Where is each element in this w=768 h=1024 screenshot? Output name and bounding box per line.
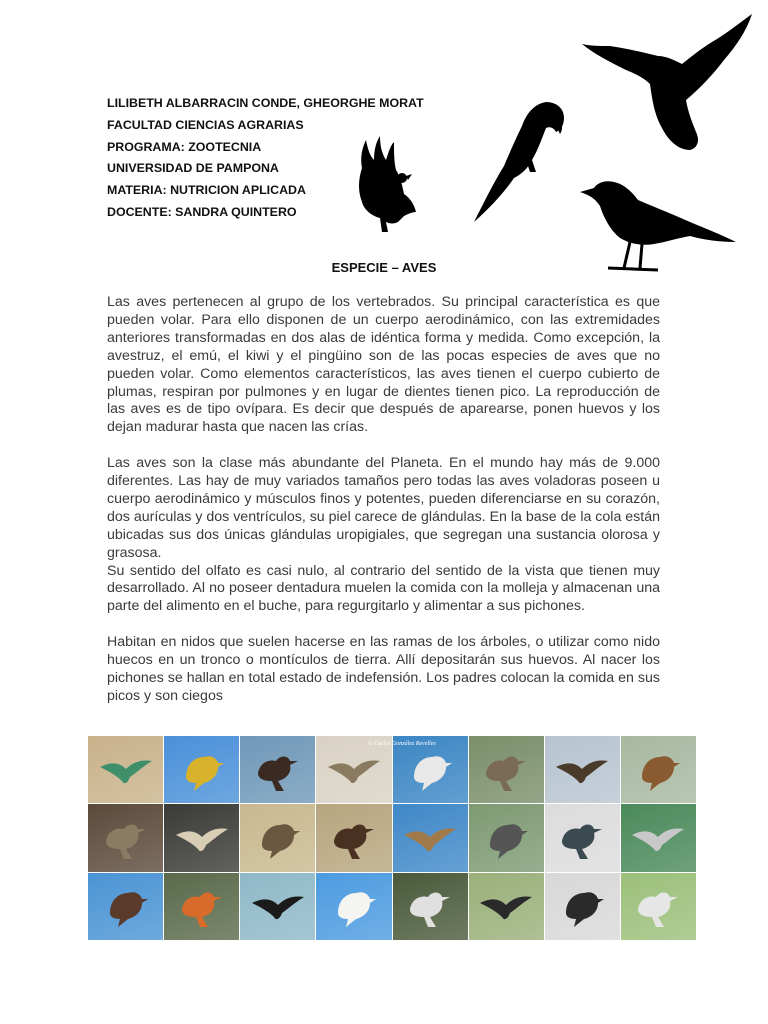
collage-watermark: © Carlos González Revelles: [368, 741, 436, 747]
header-subject: MATERIA: NUTRICION APLICADA: [107, 183, 306, 198]
bird-photo-icon: [98, 883, 154, 929]
bird-photo-icon: [98, 747, 154, 793]
bird-photo-tile: [88, 804, 163, 871]
bird-photo-icon: [630, 815, 686, 861]
bird-photo-icon: [326, 883, 382, 929]
bird-photo-icon: [174, 747, 230, 793]
eagle-silhouette-icon: [352, 132, 422, 236]
document-title: ESPECIE – AVES: [331, 260, 437, 275]
bird-photo-tile: [621, 736, 696, 803]
bird-photo-tile: [545, 736, 620, 803]
bird-photo-icon: [250, 815, 306, 861]
bird-photo-icon: [250, 883, 306, 929]
bird-photo-tile: [469, 873, 544, 940]
bird-photo-tile: [240, 873, 315, 940]
bird-photo-tile: [240, 804, 315, 871]
bird-photo-collage: [88, 736, 696, 940]
bird-photo-tile: [545, 804, 620, 871]
body-text: [107, 294, 660, 706]
bird-photo-icon: [630, 747, 686, 793]
bird-photo-icon: [326, 815, 382, 861]
bird-photo-icon: [174, 815, 230, 861]
bird-photo-icon: [98, 815, 154, 861]
bird-photo-icon: [402, 883, 458, 929]
bird-photo-tile: [316, 804, 391, 871]
header-authors: LILIBETH ALBARRACIN CONDE, GHEORGHE MORAT: [107, 96, 424, 110]
bird-photo-icon: [402, 747, 458, 793]
bird-photo-tile: [469, 736, 544, 803]
bird-photo-tile: [164, 804, 239, 871]
bird-photo-tile: [164, 736, 239, 803]
bird-photo-tile: [316, 873, 391, 940]
bird-photo-tile: [621, 873, 696, 940]
parrot-silhouette-icon: [470, 98, 566, 226]
bird-photo-icon: [478, 815, 534, 861]
bird-photo-tile: [545, 873, 620, 940]
bird-photo-icon: [250, 747, 306, 793]
bird-photo-tile: [393, 873, 468, 940]
bird-photo-tile: [621, 804, 696, 871]
bird-photo-icon: [554, 747, 610, 793]
bird-photo-icon: [554, 815, 610, 861]
header-teacher: DOCENTE: SANDRA QUINTERO: [107, 204, 297, 219]
header-program: PROGRAMA: ZOOTECNIA: [107, 139, 262, 154]
bird-photo-icon: [478, 883, 534, 929]
bird-photo-icon: [630, 883, 686, 929]
perched-bird-silhouette-icon: [578, 178, 738, 272]
header-university: UNIVERSIDAD DE PAMPONA: [107, 161, 279, 176]
bird-photo-tile: [88, 873, 163, 940]
bird-photo-icon: [402, 815, 458, 861]
paragraph-3: Su sentido del olfato es casi nulo, al contrario del sentido de la vista que tienen muy desarrollado. Al no poseer dentadura muelen la comida con la molleja y almacenan una parte del alimento en el buche, para regurgitarlo y alimentar a sus pichones.: [107, 562, 660, 615]
bird-photo-icon: [326, 747, 382, 793]
bird-photo-tile: [164, 873, 239, 940]
paragraph-1: Las aves pertenecen al grupo de los vertebrados. Su principal característica es que pueden volar. Para ello disponen de un cuerpo aerodinámico, con las extremidades anteriores transformadas en dos alas de idéntica forma y medida. Como excepción, la avestruz, el emú, el kiwi y el pingüino son de las pocas especies de aves que no pueden volar. Como elementos característicos, las aves tienen el cuerpo cubierto de plumas, respiran por pulmones y en lugar de dientes tienen pico. La reproducción de las aves es de tipo ovípara. Es decir que después de aparearse, ponen huevos y los dejan madurar hasta que nacen las crías.: [107, 294, 660, 436]
bird-photo-tile: [393, 804, 468, 871]
bird-photo-tile: [240, 736, 315, 803]
paragraph-4: Habitan en nidos que suelen hacerse en las ramas de los árboles, o utilizar como nido huecos en un tronco o montículos de tierra. Allí depositarán sus huevos. Al nacer los pichones se hallan en total estado de indefensión. Los padres colocan la comida en sus picos y son ciegos: [107, 634, 660, 704]
bird-photo-icon: [554, 883, 610, 929]
bird-photo-icon: [174, 883, 230, 929]
header-faculty: FACULTAD CIENCIAS AGRARIAS: [107, 117, 304, 132]
flying-bird-silhouette-icon: [580, 12, 756, 154]
paragraph-2: Las aves son la clase más abundante del Planeta. En el mundo hay más de 9.000 diferentes. Las hay de muy variados tamaños pero todas las aves voladoras poseen u cuerpo aerodinámico y músculos finos y potentes, pueden diferenciarse en su corazón, dos aurículas y dos ventrículos, su piel carece de glándulas. En la base de la cola están ubicadas sus dos únicas glándulas uropigiales, que segregan una sustancia olorosa y grasosa.: [107, 455, 660, 561]
bird-photo-tile: [88, 736, 163, 803]
bird-photo-tile: [469, 804, 544, 871]
bird-photo-icon: [478, 747, 534, 793]
